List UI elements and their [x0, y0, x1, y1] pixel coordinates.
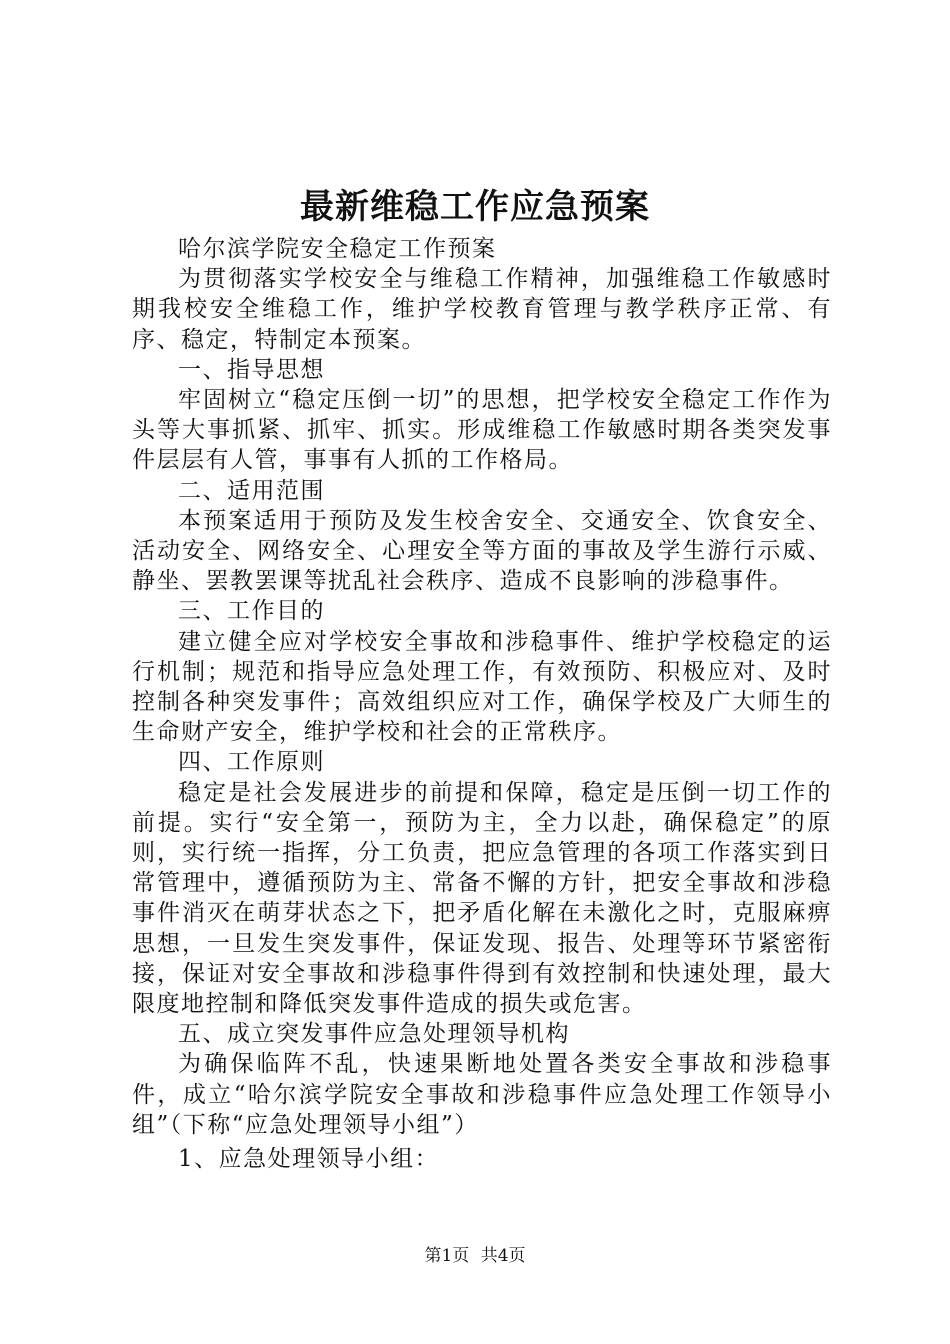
section-heading: 一、指导思想: [178, 356, 325, 383]
section-heading: 四、工作原则: [178, 749, 325, 776]
document-title: 最新维稳工作应急预案: [300, 187, 650, 227]
body-paragraph: 建立健全应对学校安全事故和涉稳事件、维护学校稳定的运行机制；规范和指导应急处理工作，有效预防、积极应对、及时控制各种突发事件；高效组织应对工作，确保学校及广大师生的生命财产安全，维护学校和社会的正常秩序。: [132, 628, 832, 746]
body-paragraph: 为确保临阵不乱，快速果断地处置各类安全事故和涉稳事件，成立“哈尔滨学院安全事故和涉稳事件应急处理工作领导小组”（下称“应急处理领导小组”）: [132, 1051, 832, 1138]
body-paragraph: 牢固树立“稳定压倒一切”的思想，把学校安全稳定工作作为头等大事抓紧、抓牢、抓实。形成维稳工作敏感时期各类突发事件层层有人管，事事有人抓的工作格局。: [132, 387, 832, 474]
page-number: 第1页: [424, 1246, 470, 1266]
document-subtitle: 哈尔滨学院安全稳定工作预案: [178, 236, 497, 262]
page-footer: [0, 1244, 950, 1268]
body-paragraph: 本预案适用于预防及发生校舍安全、交通安全、饮食安全、活动安全、网络安全、心理安全等方面的事故及学生游行示威、静坐、罢教罢课等扰乱社会秩序、造成不良影响的涉稳事件。: [132, 507, 832, 595]
page-total: 共4页: [480, 1246, 526, 1266]
section-heading: 五、成立突发事件应急处理领导机构: [178, 1021, 570, 1048]
document-body: [132, 234, 832, 1174]
section-heading: 三、工作目的: [178, 598, 325, 625]
body-paragraph: 稳定是社会发展进步的前提和保障，稳定是压倒一切工作的前提。实行“安全第一，预防为主，全力以赴，确保稳定”的原则，实行统一指挥，分工负责，把应急管理的各项工作落实到日常管理中，遵循预防为主、常备不懈的方针，把安全事故和涉稳事件消灭在萌芽状态之下，把矛盾化解在未激化之时，克服麻痹思想，一旦发生突发事件，保证发现、报告、处理等环节紧密衔接，保证对安全事故和涉稳事件得到有效控制和快速处理，最大限度地控制和降低突发事件造成的损失或危害。: [132, 779, 832, 1018]
section-heading: 二、适用范围: [178, 477, 325, 504]
list-item: 1、应急处理领导小组：: [178, 1146, 440, 1173]
body-paragraph: 为贯彻落实学校安全与维稳工作精神，加强维稳工作敏感时期我校安全维稳工作，维护学校教育管理与教学秩序正常、有序、稳定，特制定本预案。: [132, 266, 832, 353]
